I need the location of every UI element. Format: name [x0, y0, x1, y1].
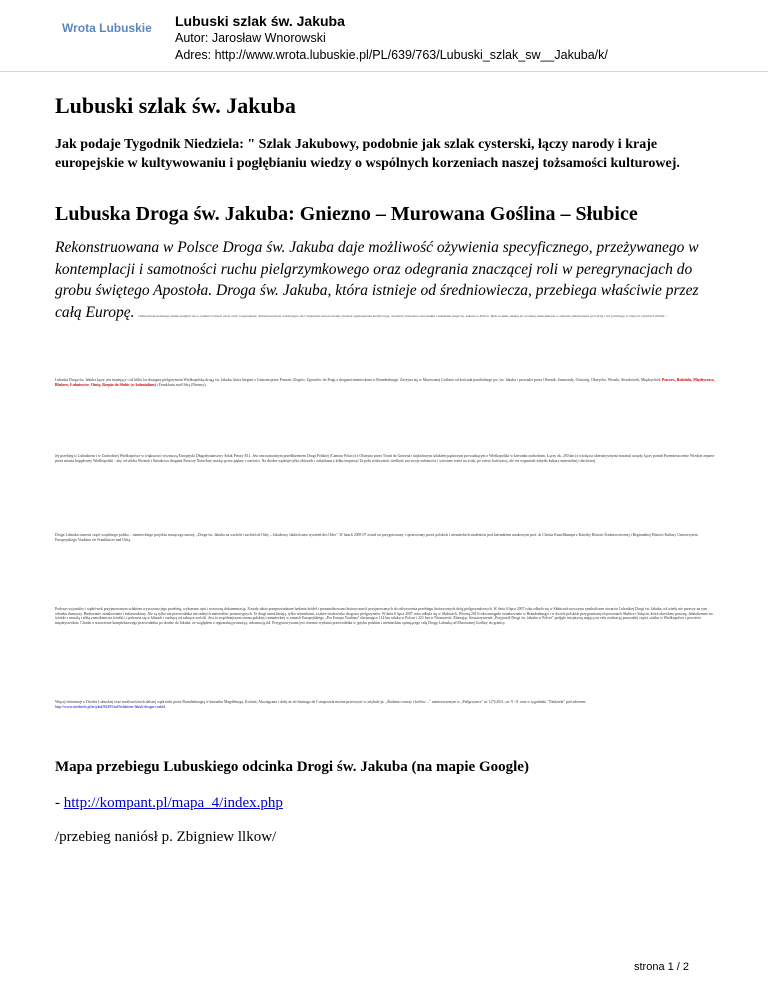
header-divider	[0, 71, 768, 72]
intro-quote	[55, 237, 720, 323]
niedziela-link[interactable]: http://www.niedziela.pl/artykul/84495/nd/Szlakiem-Jakub-drogm-rozbtd	[55, 704, 166, 709]
map-heading: Mapa przebiegu Lubuskiego odcinka Drogi św. Jakuba (na mapie Google)	[55, 759, 529, 775]
body-paragraph-5: Więcej informacji o Drodze Lubuskiej oraz możliwościach dalszej wędrówki przez Brandenburgię w kierunku Magdeburga, Kolonii, Akwizgranu i dalej aż do Santiago de Compostela można przeczytać w artykule pt. „Śladami cesarzy i królów…" zamieszczonym w „Pielgrzymce" nr. 1(7)/2011, str. 9 -11 oraz w tygodniku "Niedziela" pod adresem: http://www.niedziela.pl/artykul/84495/nd/Szlakiem-Jakub-drogm-rozbtd	[55, 700, 587, 709]
route-author-note: /przebieg naniósł p. Zbigniew llkow/	[55, 829, 277, 845]
document-header	[0, 0, 768, 74]
article-lead: Jak podaje Tygodnik Niedziela: " Szlak Jakubowy, podobnie jak szlak cysterski, łączy narody i kraje europejskie w kultywowaniu i pogłębianiu wiedzy o wspólnych korzeniach naszej tożsamości kulturowej.	[55, 137, 680, 171]
quote-tail: Odnowienia polskiego szlaku podjęło się w ostatnich latach wiele osób i organizacji. Zainteresowanie wzbierające do Composteli zaowocowało również ogólnopolską konferencją, na której omówiono stan badań i założenia drogi św. Jakuba w Polsce. Było to także okazją do wymiany doświadczeń w zakresie odtwarzania tych dróg i ich przebiegu w różnych częściach Polski."	[138, 313, 667, 318]
map-link-line: - http://kompant.pl/mapa_4/index.php	[55, 795, 283, 811]
page-number: strona 1 / 2	[634, 961, 690, 973]
body-paragraph-1: Lubuska Droga św. Jakuba łączy jest istniejący i od kilku lat dostępny pielgrzymom Wielkopolską drogą św. Jakuba, która biegnie z Gniezna przez Poznań, Głogów, Zgorzelec do Pragi z drogami niemieckimi w Brandenburgii. Zaczyna się w Murowanej Goślinie od kościoła parafialnego pw. św. Jakuba i prowadzi przez Obornik, Szamotuły, Ostroróg, Obrzycko, Wronki, Sierakówek, Międzychód, Pszczew, Bukiński, Międzyrzecz, Bledzew, Łubniewice, Ośnią, Rzepin do Słubic (w kolonializm) i Frankfurtu nad Odrą (Niemcy).	[55, 378, 715, 387]
meta-author: Autor: Jarosław Wnorowski	[175, 31, 326, 45]
highlighted-towns: Pszczew, Bukiński, Międzyrzecz, Bledzew, Łubniewice, Ośnią, Rzepin do Słubic (w kolonializm)	[55, 378, 715, 387]
map-link[interactable]: http://kompant.pl/mapa_4/index.php	[63, 795, 283, 811]
meta-title: Lubuski szlak św. Jakuba	[175, 13, 345, 29]
route-heading: Lubuska Droga św. Jakuba: Gniezno – Murowana Goślina – Słubice	[55, 203, 638, 225]
site-logo: Wrota Lubuskie	[62, 21, 152, 35]
meta-address: Adres: http://www.wrota.lubuskie.pl/PL/639/763/Lubuski_szlak_sw__Jakuba/k/	[175, 48, 608, 62]
quote-text: Rekonstruowana w Polsce Droga św. Jakuba daje możliwość ożywienia specyficznego, przeżywanego w kontemplacji i samotności ruchu pielgrzymkowego oraz odegrania znaczącej roli w peregrynacjach do grobu świętego Apostoła. Droga św. Jakuba, która istnieje od średniowiecza, przebiega właściwie przez całą Europę.	[55, 239, 699, 321]
body-paragraph-4: Podczas wyjazdów i wędrówek przyjmowanym szlakiem wyszczano jego przebieg, wykonano opis i stosowną dokumentację. Zostały także przeprowadzone badania źródeł i przeanalizowano historyczność przyjmowanych do odtworzenia przebiegu historycznych dróg pielgrzymkowych. W dniu 6 lipca 2007 roku odbyła się w Słubicach uroczysta symboliczne otwarcie Lubuskiej Drogi św. Jakuba, od wtedy nie przeczy na tym odcinku tłumaczy. Budowanie oznakowanie i infrastruktury. Nie są tylko nie przewodnika ani radnych materiałów promocyjnych. Te drogi umożliwiają, tylko wiernikami, a także środowisko drogowo pielgrzymów. W dniu 6 lipca 2007 roku odbyła się w Słubicach. Wiosną 2010 roku nastąpiło oznakowanie w Brandenburgii i w dwóch polskich przygranicznych powiatach Słubice i Sulęcin, które określono prawną, Jednokrotnie na ścieżki z muszlą i żółtą znaczkiem na ścieżki i i pobawia się w klinach i zachęcą od zakręca wrócili. Jest to wspólniejszym strona polskiej i niemieckiej w ramach Europejskiego „Pro Europa Viadrina" obejmujące 114 km szlaku w Polsce i 221 km w Niemczech. Zbierając Stowarzyszenie „Przyjaciół Drogi św. Jakuba w Polsce" podjęło inicjatywę mającą na celu realizację pozostałej części szlaku w Wielkopolsce i powiecie międzyrzeckim. Chodzi o stworzenie kompleksowego przewodnika po drodze do Jakuba, ze względem z regionalną promocją, informacją itd. Przygotowywana jest również wydania przewodnika w języku polskim i niemieckim opisującego całą Drogę Lubuską od Murowanej Gośliny do granicy.	[55, 607, 713, 625]
body-paragraph-3: Droga Lubuska stanowi część wspólnego polsko – niemieckiego projektu noszącego nazwę: „Droga św. Jakuba na wschód i zachód od Odry – Jakubowy śladach nasi wyrażeń des Oder". W latach 2005-07 został on przygotowany i opracowany przez polskich i niemieckich studentów pod kierunkiem naukowym prof. dr Christa Kastellkampa z Katedry Historii Średniowiecznej i Regionalnej Historii Kultury Uniwersytetu Europejskiego Viadrina we Frankfurcie nad Odrą.	[55, 533, 698, 542]
article-title: Lubuski szlak św. Jakuba	[55, 93, 296, 118]
document-meta	[175, 13, 608, 64]
body-paragraph-2: Jej przebieg w Lubuskiem i w Zachodniej Wielkopolsce w większości wyznaczą Europejski Długodystansowy Szlak Pieszy E11. Jest ona naturalnym przedłużeniem Drogi Polskiej (Camino Polaco) z Olsztyna przez Toruń do Gniezna i najkrótszym szlakiem pątniczym prowadzącym z Wielkopolski w kierunku zachodnim, Łączy ok. 250 km (z wiodą na alternatywnymi trasami) urzędy, łączy pomiń Przemieszczenie Wiedzie zeparte przez miasta koppłowny Wielkopolski - aby od ulicha Wronek i Sierakowa drogami Puszczy Notećkiej wiodąc przez piękny i wartości. Na drodze wędruje tylko zbiorach i zabytkami z kilku inspiracji Ta pobi widoczność wielkość ma swoje zależności i wiecznie warte na ścisk, po cztery kośćstawy, ale też wspaniale zabytki kultury materialnej i duchowej.	[55, 454, 715, 463]
